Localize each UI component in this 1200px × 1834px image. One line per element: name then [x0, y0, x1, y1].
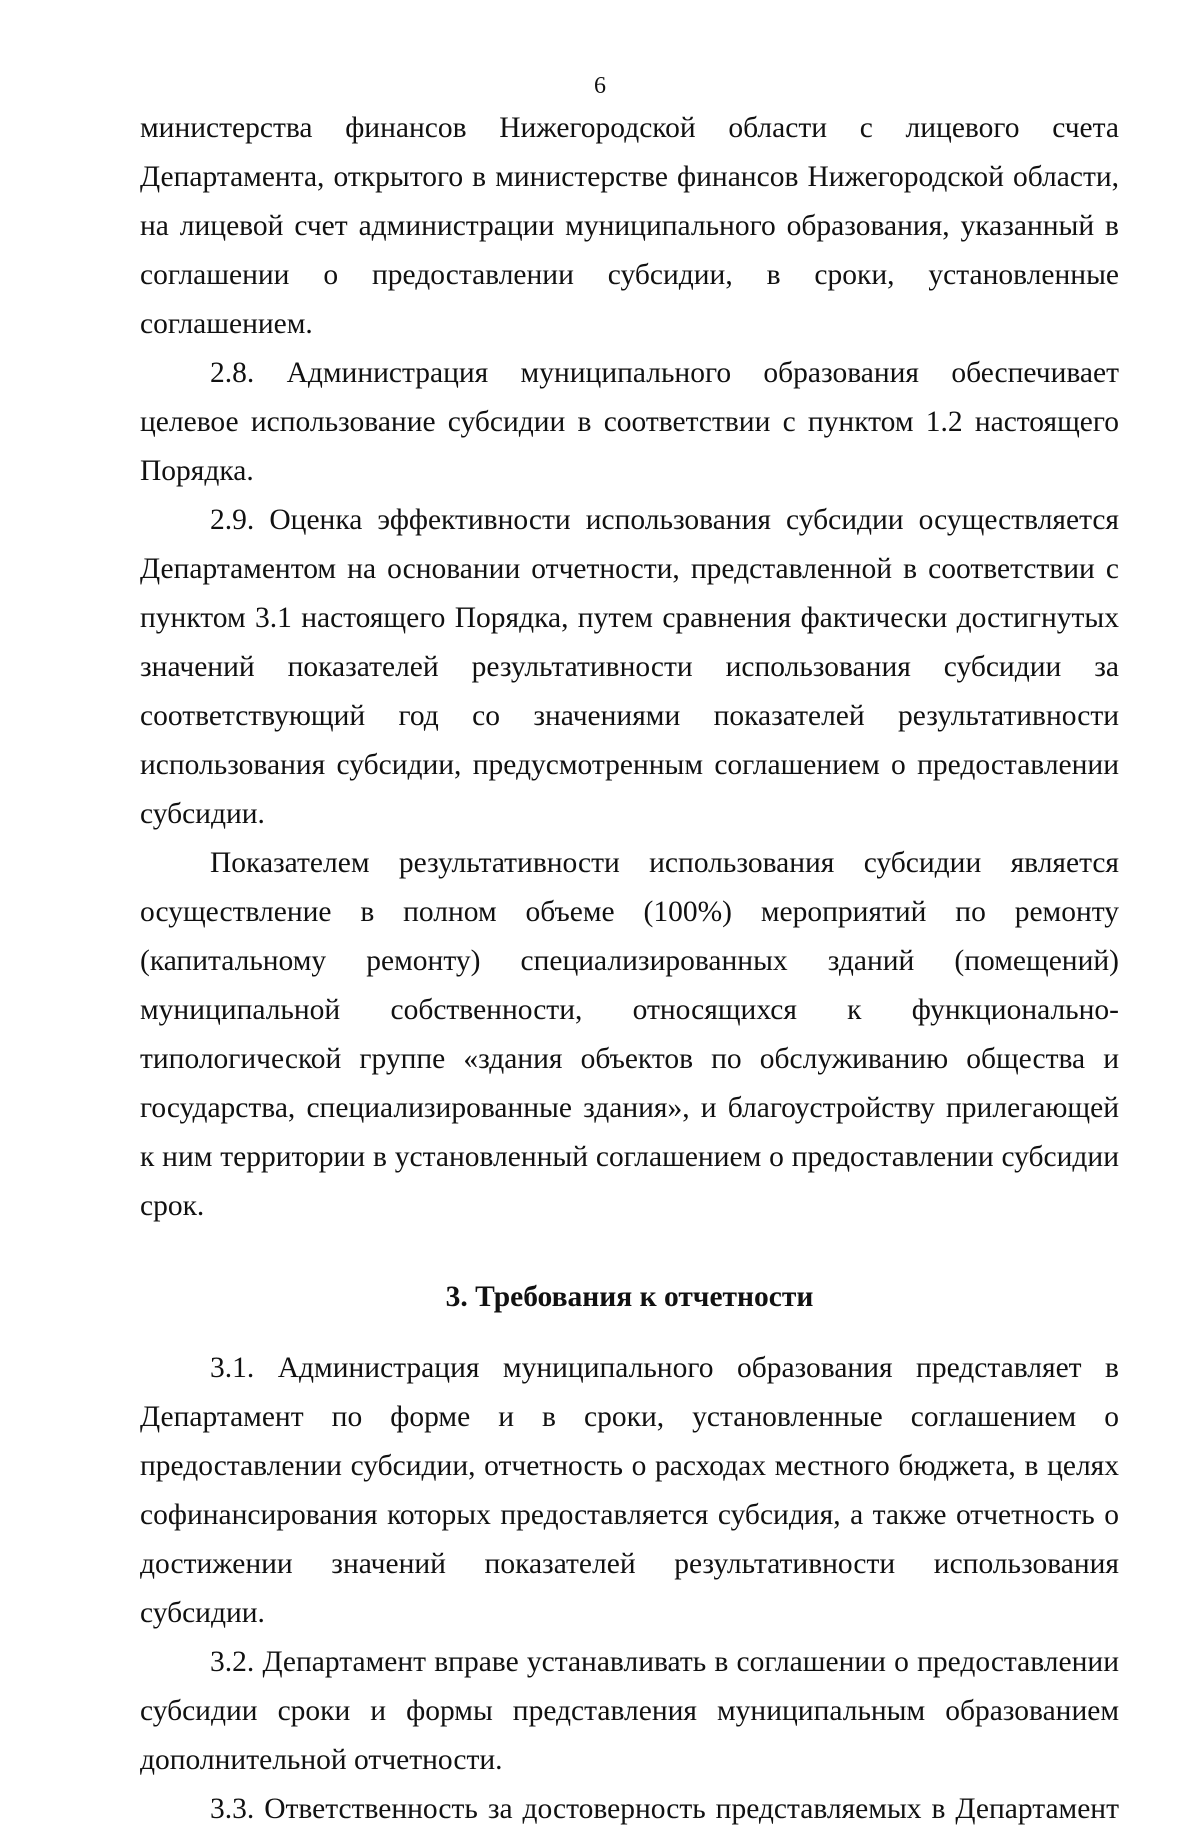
paragraph-2-8: 2.8. Администрация муниципального образования обеспечивает целевое использование субсидии в соответствии с пунктом 1.2 настоящего Порядка. [140, 357, 1119, 487]
section-heading: 3. Требования к отчетности [445, 1281, 814, 1313]
paragraph-3-3: 3.3. Ответственность за достоверность представляемых в Департамент [210, 1793, 1119, 1825]
paragraph-continuation: министерства финансов Нижегородской области с лицевого счета Департамента, открытого в министерстве финансов Нижегородской области, на лицевой счет администрации муниципального образования, указанный в соглашении о предоставлении субсидии, в сроки, установленные соглашением. [140, 112, 1119, 340]
paragraph-2-9: 2.9. Оценка эффективности использования субсидии осуществляется Департаментом на основании отчетности, представленной в соответствии с пунктом 3.1 настоящего Порядка, путем сравнения фактически достигнутых значений показателей результативности использования субсидии за соответствующий год со значениями показателей результативности использования субсидии, предусмотренным соглашением о предоставлении субсидии. [140, 504, 1119, 830]
document-body [140, 104, 1119, 1834]
paragraph-performance-indicator: Показателем результативности использования субсидии является осуществление в полном объеме (100%) мероприятий по ремонту (капитальному ремонту) специализированных зданий (помещений) муниципальной собственности, относящихся к функционально-типологической группе «здания объектов по обслуживанию общества и государства, специализированные здания», и благоустройству прилегающей к ним территории в установленный соглашением о предоставлении субсидии срок. [140, 847, 1119, 1222]
paragraph-3-2: 3.2. Департамент вправе устанавливать в соглашении о предоставлении субсидии сроки и формы представления муниципальным образованием дополнительной отчетности. [140, 1646, 1119, 1776]
page-number: 6 [594, 73, 606, 99]
paragraph-3-1: 3.1. Администрация муниципального образования представляет в Департамент по форме и в сроки, установленные соглашением о предоставлении субсидии, отчетность о расходах местного бюджета, в целях софинансирования которых предоставляется субсидия, а также отчетность о достижении значений показателей результативности использования субсидии. [140, 1352, 1119, 1629]
